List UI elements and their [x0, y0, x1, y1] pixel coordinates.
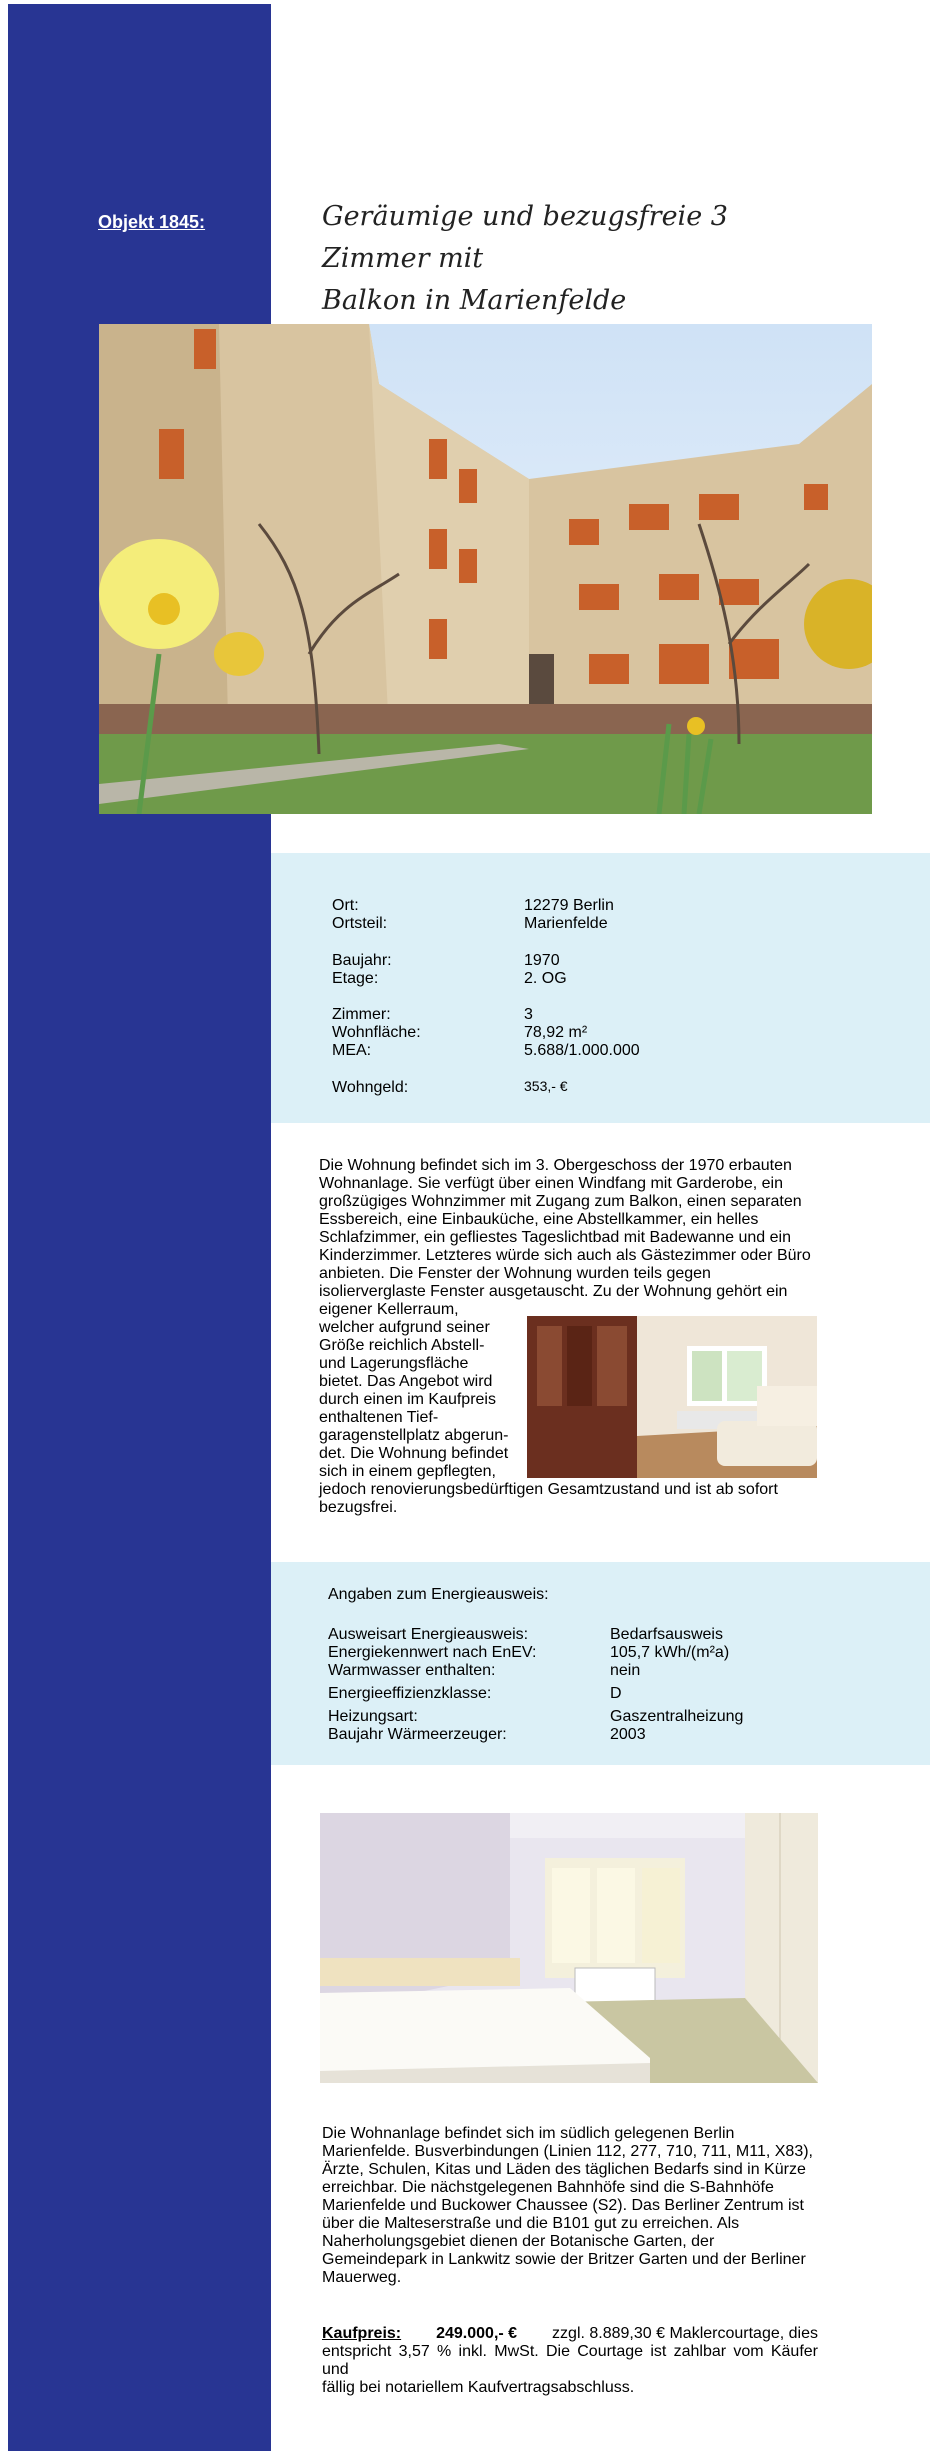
- wohngeld-value: 353,- €: [524, 1078, 568, 1094]
- ort-label: Ort:: [332, 897, 359, 914]
- ausweisart-value: Bedarfsausweis: [610, 1626, 723, 1643]
- title-line-2: Balkon in Marienfelde: [322, 285, 627, 316]
- wohngeld-label: Wohngeld:: [332, 1079, 409, 1096]
- zimmer-label: Zimmer:: [332, 1006, 391, 1023]
- desc-line: Essbereich, eine Einbauküche, eine Abstellkammer, ein helles: [319, 1211, 759, 1228]
- baujahr-label: Baujahr:: [332, 952, 392, 969]
- description-top: [319, 1157, 816, 1301]
- zimmer-value: 3: [524, 1006, 533, 1023]
- desc-line: Wohnanlage. Sie verfügt über einen Windfang mit Garderobe, ein: [319, 1175, 783, 1192]
- listing-title: [322, 196, 822, 322]
- baujahr-value: 1970: [524, 952, 560, 969]
- ort-value: 12279 Berlin: [524, 897, 614, 914]
- desc-line: bietet. Das Angebot wird: [319, 1373, 493, 1390]
- desc-line: sich in einem gepflegten,: [319, 1463, 496, 1480]
- desc-line: bezugsfrei.: [319, 1499, 398, 1516]
- energy-heading: Angaben zum Energieausweis:: [328, 1586, 549, 1603]
- location-line: Marienfelde. Busverbindungen (Linien 112, 277, 710, 711, M11, X83),: [322, 2143, 813, 2160]
- description-end: [319, 1481, 816, 1517]
- location-line: Mauerweg.: [322, 2269, 402, 2286]
- wohnflaeche-label: Wohnfläche:: [332, 1024, 421, 1041]
- heizung-label: Heizungsart:: [328, 1708, 418, 1725]
- desc-line: enthaltenen Tief-: [319, 1409, 439, 1426]
- mea-label: MEA:: [332, 1042, 372, 1059]
- ausweisart-label: Ausweisart Energieausweis:: [328, 1626, 529, 1643]
- kennwert-value: 105,7 kWh/(m²a): [610, 1644, 730, 1661]
- bedroom-photo: [320, 1813, 818, 2083]
- desc-line: durch einen im Kaufpreis: [319, 1391, 496, 1408]
- mea-value: 5.688/1.000.000: [524, 1042, 640, 1059]
- location-line: Ärzte, Schulen, Kitas und Läden des täglichen Bedarfs sind in Kürze: [322, 2161, 806, 2178]
- object-number: Objekt 1845:: [98, 212, 206, 232]
- price-label: Kaufpreis:: [322, 2325, 402, 2342]
- location-description: [322, 2125, 818, 2287]
- desc-line: isolierverglaste Fenster ausgetauscht. Zu der Wohnung gehört ein: [319, 1283, 788, 1300]
- location-line: Marienfelde und Buckower Chaussee (S2). Das Berliner Zentrum ist: [322, 2197, 804, 2214]
- price-commission: zzgl. 8.889,30 € Maklercourtage, dies: [552, 2325, 818, 2342]
- location-line: über die Malteserstraße und die B101 gut zu erreichen. Als: [322, 2215, 740, 2232]
- location-line: Naherholungsgebiet dienen der Botanische Garten, der: [322, 2233, 715, 2250]
- ortsteil-label: Ortsteil:: [332, 915, 388, 932]
- desc-line: und Lagerungsfläche: [319, 1355, 469, 1372]
- waermeerzeuger-label: Baujahr Wärmeerzeuger:: [328, 1726, 507, 1743]
- location-line: Die Wohnanlage befindet sich im südlich gelegenen Berlin: [322, 2125, 735, 2142]
- desc-line: garagenstellplatz abgerun-: [319, 1427, 509, 1444]
- desc-line: det. Die Wohnung befindet: [319, 1445, 509, 1462]
- klasse-label: Energieeffizienzklasse:: [328, 1685, 492, 1702]
- price-value: 249.000,- €: [436, 2325, 518, 2342]
- location-line: Gemeindepark in Lankwitz sowie der Britzer Garten und der Berliner: [322, 2251, 806, 2268]
- etage-value: 2. OG: [524, 970, 567, 987]
- price-line-3: fällig bei notariellem Kaufvertragsabschluss.: [322, 2379, 635, 2396]
- description-side: [319, 1301, 511, 1481]
- price-line-1: [322, 2325, 818, 2343]
- waermeerzeuger-value: 2003: [610, 1726, 646, 1743]
- heizung-value: Gaszentralheizung: [610, 1708, 744, 1725]
- price-line-2: entspricht 3,57 % inkl. MwSt. Die Courtage ist zahlbar vom Käufer und: [322, 2343, 818, 2378]
- exterior-photo: [99, 324, 872, 814]
- desc-line: welcher aufgrund seiner: [319, 1319, 490, 1336]
- warmwasser-label: Warmwasser enthalten:: [328, 1662, 496, 1679]
- ortsteil-value: Marienfelde: [524, 915, 608, 932]
- price-block: [322, 2325, 818, 2397]
- desc-line: großzügiges Wohnzimmer mit Zugang zum Balkon, einen separaten: [319, 1193, 802, 1210]
- desc-line: Kinderzimmer. Letzteres würde sich auch als Gästezimmer oder Büro: [319, 1247, 811, 1264]
- etage-label: Etage:: [332, 970, 379, 987]
- warmwasser-value: nein: [610, 1662, 641, 1679]
- living-room-photo: [527, 1316, 817, 1478]
- title-line-1: Geräumige und bezugsfreie 3 Zimmer mit: [322, 201, 728, 274]
- desc-line: Schlafzimmer, ein gefliestes Tageslichtbad mit Badewanne und ein: [319, 1229, 791, 1246]
- desc-line: eigener Kellerraum,: [319, 1301, 459, 1318]
- desc-line: anbieten. Die Fenster der Wohnung wurden teils gegen: [319, 1265, 711, 1282]
- kennwert-label: Energiekennwert nach EnEV:: [328, 1644, 537, 1661]
- wohnflaeche-value: 78,92 m²: [524, 1024, 588, 1041]
- klasse-value: D: [610, 1685, 622, 1702]
- desc-line: Die Wohnung befindet sich im 3. Obergeschoss der 1970 erbauten: [319, 1157, 792, 1174]
- desc-line: Größe reichlich Abstell-: [319, 1337, 485, 1354]
- location-line: erreichbar. Die nächstgelegenen Bahnhöfe sind die S-Bahnhöfe: [322, 2179, 774, 2196]
- desc-line: jedoch renovierungsbedürftigen Gesamtzustand und ist ab sofort: [319, 1481, 778, 1498]
